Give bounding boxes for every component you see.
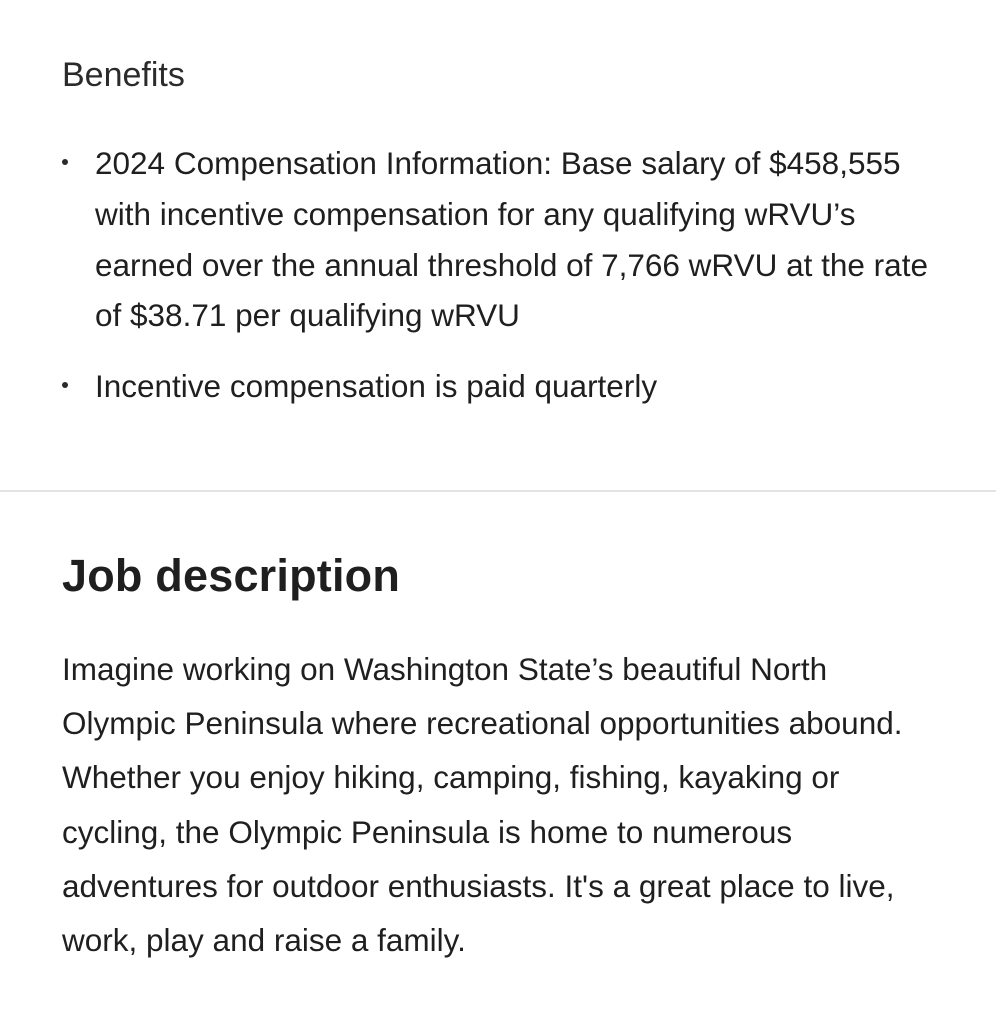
- job-description-text: Imagine working on Washington State’s beautiful North Olympic Peninsula where recreational opportunities abound. Whether you enjoy hiking, camping, fishing, kayaking or cycling, the Olympic Peninsula is home to numerous adventures for outdoor enthusiasts. It's a great place to live, work, play and raise a family.: [62, 651, 903, 959]
- benefit-text-compensation: 2024 Compensation Information: Base salary of $458,555 with incentive compensation for any qualifying wRVU’s earned over the annual threshold of 7,766 wRVU at the rate of $38.71 per qualifying wRVU: [95, 145, 928, 334]
- bullet-icon: [62, 159, 68, 165]
- list-item: [62, 138, 942, 341]
- bullet-icon: [62, 382, 68, 388]
- benefits-heading: Benefits: [62, 56, 185, 94]
- benefit-text-incentive: Incentive compensation is paid quarterly: [95, 368, 658, 405]
- job-description-section: [0, 492, 996, 1024]
- job-description-heading: Job description: [62, 550, 401, 601]
- benefits-section: [0, 0, 996, 491]
- list-item: [62, 361, 942, 412]
- benefits-list: [62, 138, 942, 412]
